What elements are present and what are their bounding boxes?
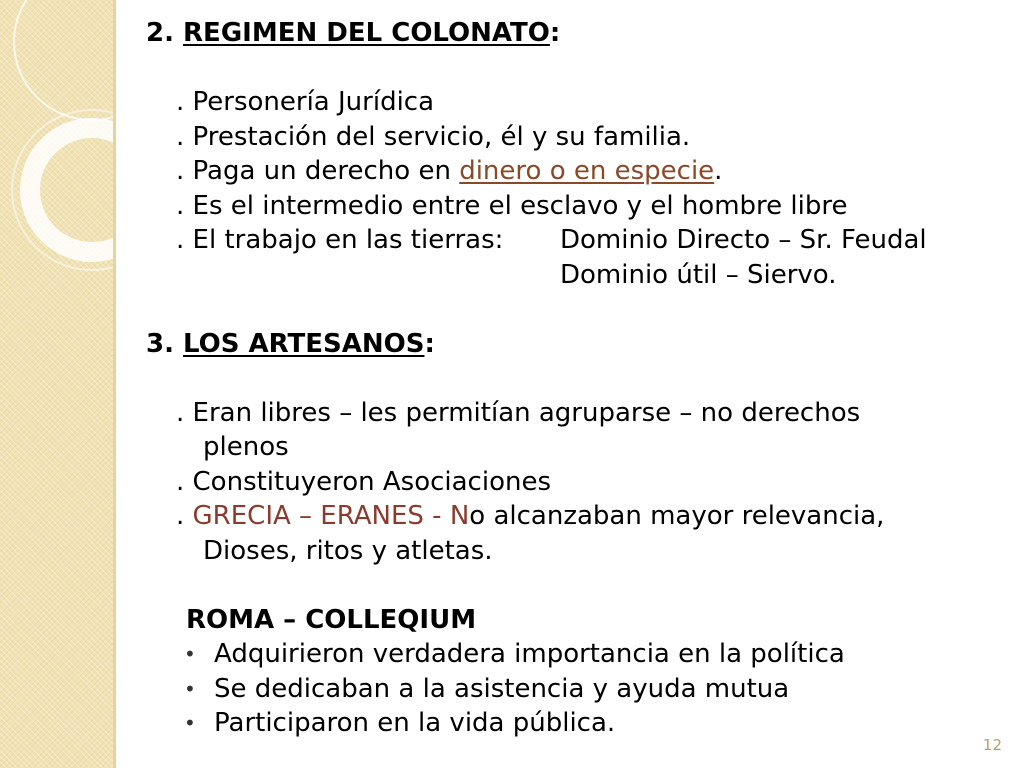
list-item: . Es el intermedio entre el esclavo y el hombre libre [176,190,848,221]
roma-heading: ROMA – COLLEQIUM [186,604,477,635]
highlighted-phrase: dinero o en especie [459,156,715,186]
list-item: . El trabajo en las tierras: Dominio Directo – Sr. Feudal [176,225,927,255]
bullet-icon: • [184,642,196,666]
list-item-continuation: Dioses, ritos y atletas. [203,535,493,566]
list-item: . Constituyeron Asociaciones [176,466,551,497]
slide-content [146,16,1006,741]
list-item: . Paga un derecho en dinero o en especie. [176,156,723,186]
section-2-title: REGIMEN DEL COLONATO [183,18,550,48]
bullet-icon: • [184,711,196,735]
bullet-item: • Adquirieron verdadera importancia en la política [146,637,1006,672]
list-item-continuation: plenos [203,432,289,462]
list-item-continuation: Dominio útil – Siervo. [560,259,837,290]
bullet-item: • Se dedicaban a la asistencia y ayuda mutua [146,672,1006,707]
section-3-title: LOS ARTESANOS [183,328,425,359]
section-2-heading: 2. REGIMEN DEL COLONATO: [146,18,561,48]
list-item: . Personería Jurídica [176,87,435,117]
list-item: . Prestación del servicio, él y su familia. [176,121,691,152]
sidebar-border [113,0,116,768]
decorative-rings [0,0,113,768]
list-item: . Eran libres – les permitían agruparse – no derechos [176,397,861,428]
section-3-heading: 3. LOS ARTESANOS: [146,328,435,359]
list-item: . GRECIA – ERANES - No alcanzaban mayor relevancia, [176,501,885,531]
bullet-icon: • [184,676,196,701]
highlighted-phrase: GRECIA – ERANES - N [192,501,470,531]
page-number: 12 [982,736,1002,754]
decorative-sidebar [0,0,113,768]
bullet-item: • Participaron en la vida pública. [146,706,1006,741]
